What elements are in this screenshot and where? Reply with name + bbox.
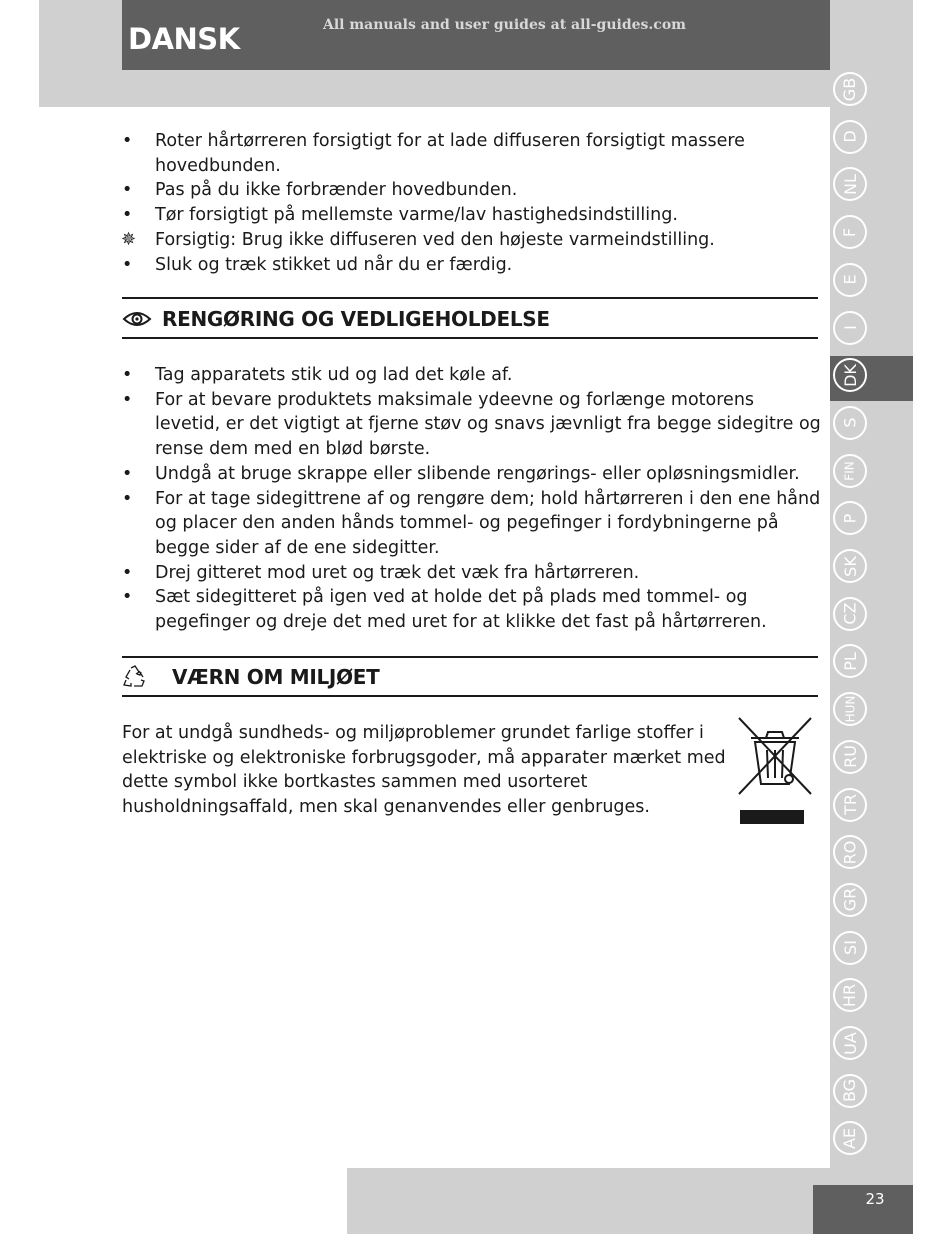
language-tab-tr[interactable] [833,788,867,822]
language-tab-label: F [840,227,860,237]
bullet: • [122,463,133,484]
language-tab-label: E [840,274,860,285]
page-number-box [813,1185,913,1234]
language-tab-label: TR [840,794,860,815]
eye-icon [122,309,152,329]
env-rule-bottom [122,695,818,697]
language-tab-label: RU [840,745,860,769]
language-tab-label: P [840,513,860,524]
list-item-text: Sæt sidegitteret på igen ved at holde det på plads med tommel- og pegefinger og dreje det med uret for at klikke det fast på hårtørreren. [155,587,767,633]
recycle-icon [122,665,148,689]
language-tab-dk[interactable] [833,358,867,392]
list-item-text: For at tage sidegittrene af og rengøre dem; hold hårtørreren i den ene hånd og placer den anden hånds tommel- og pegefinger i fordybningerne på begge sider af de ene sidegitter. [155,488,821,558]
list-item [122,585,822,634]
bullet: • [122,587,133,608]
language-tab-label: D [840,130,860,143]
language-tab-label: HUN [842,695,857,723]
language-tab-ru[interactable] [833,740,867,774]
list-item-text: Sluk og træk stikket ud når du er færdig. [155,254,513,275]
list-item-text: Tør forsigtigt på mellemste varme/lav hastighedsindstilling. [155,205,678,226]
list-item-text: Tag apparatets stik ud og lad det køle af. [155,365,513,385]
bullet: • [122,562,133,583]
language-tab-label: I [840,325,860,330]
list-item-text: For at bevare produktets maksimale ydeevne og forlænge motorens levetid, er det vigtigt at fjerne støv og snavs jævnligt fra begge sidegitre og rense dem med en blød børste. [155,389,821,460]
language-tab-e[interactable] [833,263,867,297]
language-tab-s[interactable] [833,406,867,440]
env-rule-top [122,656,818,658]
language-tab-cz[interactable] [833,597,867,631]
environment-paragraph: For at undgå sundheds- og miljøproblemer grundet farlige stoffer i elektriske og elektroniske forbrugsgoder, må apparater mærket med dette symbol ikke bortkastes sammen med usorteret husholdningsaffald, men skal genanvendes eller genbruges. [122,723,726,818]
environment-section-title [122,665,379,689]
language-tab-d[interactable] [833,120,867,154]
language-tab-label: DK [840,363,860,387]
list-item [122,363,822,388]
language-tab-label: GB [840,77,860,101]
warning-icon: ✵ [121,228,137,250]
bullet: • [122,365,133,385]
cleaning-list [122,363,822,635]
list-item-text: Pas på du ikke forbrænder hovedbunden. [155,180,518,201]
list-item-text: Forsigtig: Brug ikke diffuseren ved den højeste varmeindstilling. [155,229,715,250]
language-tab-f[interactable] [833,215,867,249]
list-item-text: Roter hårtørreren forsigtigt for at lade diffuseren forsigtigt massere hovedbunden. [155,131,745,176]
bullet: • [122,488,133,509]
language-tab-label: BG [840,1079,860,1103]
page-title: DANSK [128,22,240,56]
bullet: • [122,131,133,151]
list-item [122,178,822,203]
language-tab-label: UA [840,1031,860,1055]
language-tab-fin[interactable] [833,454,867,488]
watermark: All manuals and user guides at all-guides.com [323,17,686,33]
intro-list [122,129,822,277]
language-tab-label: SI [840,940,860,956]
environment-title-text: VÆRN OM MILJØET [172,665,380,689]
language-tab-label: PL [840,652,860,671]
language-tab-gb[interactable] [833,72,867,106]
list-item-text: Drej gitteret mod uret og træk det væk fra hårtørreren. [155,562,640,583]
language-tab-label: SK [840,555,860,577]
list-item [122,129,822,178]
language-tab-label: GR [840,888,860,912]
bullet: • [122,205,133,226]
language-tab-label: AE [840,1127,860,1149]
language-tab-label: CZ [840,602,860,625]
bullet: • [122,254,133,275]
language-tab-si[interactable] [833,931,867,965]
section-rule-top [122,297,818,299]
language-tab-bg[interactable] [833,1074,867,1108]
list-item [122,487,822,561]
cleaning-section-title [122,307,550,331]
list-item [122,253,822,278]
language-tab-gr[interactable] [833,883,867,917]
language-tab-hun[interactable] [833,692,867,726]
crossed-bin-icon [733,712,817,828]
list-item [122,561,822,586]
page-number: 23 [865,1190,885,1208]
language-tab-label: S [840,417,860,428]
language-tab-label: NL [840,173,860,195]
list-item [122,388,822,462]
cleaning-title-text: RENGØRING OG VEDLIGEHOLDELSE [162,307,550,331]
list-item [122,228,822,253]
bullet: • [122,180,133,201]
section-rule-bottom [122,337,818,339]
bullet: • [122,389,133,410]
language-tab-ua[interactable] [833,1026,867,1060]
language-tab-i[interactable] [833,311,867,345]
list-item-text: Undgå at bruge skrappe eller slibende rengørings- eller opløsningsmidler. [155,463,800,484]
language-tab-sk[interactable] [833,549,867,583]
language-tab-label: FIN [842,460,857,481]
language-tab-ro[interactable] [833,835,867,869]
list-item [122,203,822,228]
language-tab-label: RO [840,840,860,865]
language-tab-label: HR [840,983,860,1007]
list-item [122,462,822,487]
